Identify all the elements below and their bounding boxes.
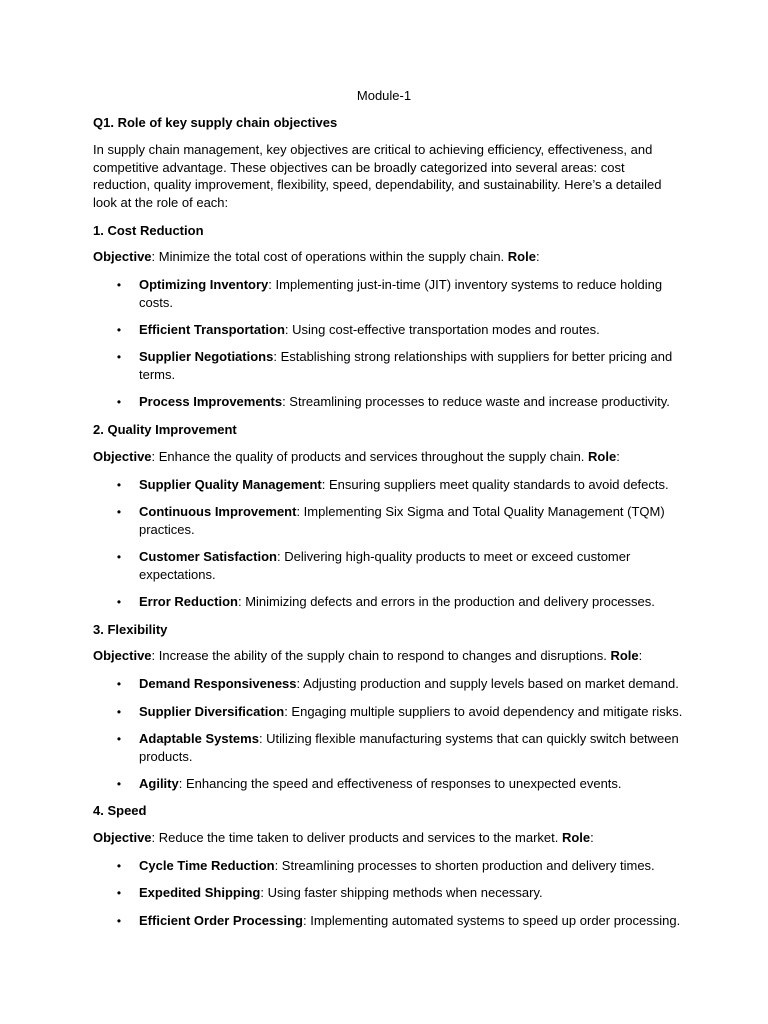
objective-label: Objective xyxy=(93,830,152,845)
role-suffix: : xyxy=(590,830,594,845)
item-desc: : Using faster shipping methods when necessary. xyxy=(260,885,543,900)
bullet-icon: • xyxy=(116,550,122,564)
item-desc: : Adjusting production and supply levels based on market demand. xyxy=(296,676,679,691)
list-item xyxy=(113,321,683,339)
item-term: Cycle Time Reduction xyxy=(139,858,275,873)
item-term: Supplier Negotiations xyxy=(139,349,274,364)
bullet-icon: • xyxy=(116,677,122,691)
bullet-icon: • xyxy=(116,323,122,337)
objective-label: Objective xyxy=(93,249,152,264)
objective-label: Objective xyxy=(93,648,152,663)
item-desc: : Utilizing flexible manufacturing systems that can quickly switch between products. xyxy=(139,731,679,764)
objective-label: Objective xyxy=(93,449,152,464)
list-item xyxy=(113,348,683,384)
item-desc: : Ensuring suppliers meet quality standards to avoid defects. xyxy=(321,477,669,492)
list-item xyxy=(113,593,683,611)
role-label: Role xyxy=(610,648,639,663)
objective-text: : Minimize the total cost of operations within the supply chain. xyxy=(151,249,508,264)
objective-line xyxy=(93,829,594,847)
item-term: Supplier Diversification xyxy=(139,704,285,719)
bullet-icon: • xyxy=(116,777,122,791)
item-term: Customer Satisfaction xyxy=(139,549,277,564)
intro-paragraph: In supply chain management, key objectives are critical to achieving efficiency, effectiveness, and competitive advantage. These objectives can be broadly categorized into several areas: cost reduction, quality improvement, flexibility, speed, dependability, and sustainability. Here’s a detailed look at the role of each: xyxy=(93,142,662,210)
bullet-icon: • xyxy=(116,505,122,519)
objective-text: : Enhance the quality of products and services throughout the supply chain. xyxy=(151,449,589,464)
role-suffix: : xyxy=(638,648,643,663)
item-term: Agility xyxy=(139,776,179,791)
list-item xyxy=(113,503,683,539)
bullet-icon: • xyxy=(116,732,122,746)
list-item xyxy=(113,703,683,721)
question-title: Q1. Role of key supply chain objectives xyxy=(93,115,338,130)
bullet-icon: • xyxy=(116,859,122,873)
bullet-icon: • xyxy=(116,278,122,292)
item-term: Efficient Transportation xyxy=(139,322,285,337)
item-desc: : Implementing just-in-time (JIT) inventory systems to reduce holding costs. xyxy=(139,277,663,310)
item-term: Continuous Improvement xyxy=(139,504,297,519)
objective-line xyxy=(93,647,642,665)
role-label: Role xyxy=(561,830,591,845)
item-desc: : Streamlining processes to reduce waste and increase productivity. xyxy=(282,394,670,409)
item-desc: : Enhancing the speed and effectiveness of responses to unexpected events. xyxy=(178,776,622,791)
objective-text: : Increase the ability of the supply chain to respond to changes and disruptions. xyxy=(151,648,611,663)
section-heading: 2. Quality Improvement xyxy=(93,422,237,437)
item-term: Demand Responsiveness xyxy=(139,676,297,691)
item-term: Process Improvements xyxy=(139,394,283,409)
item-desc: : Engaging multiple suppliers to avoid dependency and mitigate risks. xyxy=(284,704,683,719)
item-desc: : Establishing strong relationships with suppliers for better pricing and terms. xyxy=(139,349,673,382)
list-item xyxy=(113,857,683,875)
bullet-icon: • xyxy=(116,350,122,364)
list-item xyxy=(113,675,683,693)
item-term: Error Reduction xyxy=(139,594,238,609)
list-item xyxy=(113,476,683,494)
role-suffix: : xyxy=(535,249,540,264)
objective-line xyxy=(93,248,540,266)
module-title: Module-1 xyxy=(356,88,412,103)
list-item xyxy=(113,775,683,793)
section-heading: 3. Flexibility xyxy=(93,622,168,637)
list-item xyxy=(113,276,683,312)
section-heading: 4. Speed xyxy=(93,803,147,818)
list-item xyxy=(113,884,683,902)
list-item xyxy=(113,912,683,930)
objective-line xyxy=(93,448,620,466)
item-desc: : Minimizing defects and errors in the production and delivery processes. xyxy=(237,594,655,609)
item-desc: : Implementing automated systems to speed up order processing. xyxy=(303,913,681,928)
item-desc: : Delivering high-quality products to meet or exceed customer expectations. xyxy=(139,549,631,582)
bullet-icon: • xyxy=(116,395,122,409)
bullet-icon: • xyxy=(116,705,122,719)
item-desc: : Implementing Six Sigma and Total Quality Management (TQM) practices. xyxy=(139,504,665,537)
role-label: Role xyxy=(588,449,617,464)
item-term: Expedited Shipping xyxy=(139,885,261,900)
item-term: Optimizing Inventory xyxy=(139,277,269,292)
bullet-icon: • xyxy=(116,595,122,609)
role-suffix: : xyxy=(616,449,620,464)
item-desc: : Streamlining processes to shorten production and delivery times. xyxy=(274,858,655,873)
item-term: Efficient Order Processing xyxy=(139,913,303,928)
list-item xyxy=(113,393,683,411)
item-term: Supplier Quality Management xyxy=(139,477,322,492)
role-label: Role xyxy=(507,249,536,264)
item-desc: : Using cost-effective transportation modes and routes. xyxy=(284,322,600,337)
bullet-icon: • xyxy=(116,886,122,900)
section-heading: 1. Cost Reduction xyxy=(93,223,204,238)
item-term: Adaptable Systems xyxy=(139,731,259,746)
list-item xyxy=(113,730,683,766)
objective-text: : Reduce the time taken to deliver products and services to the market. xyxy=(151,830,562,845)
bullet-icon: • xyxy=(116,478,122,492)
bullet-icon: • xyxy=(116,914,122,928)
list-item xyxy=(113,548,683,584)
